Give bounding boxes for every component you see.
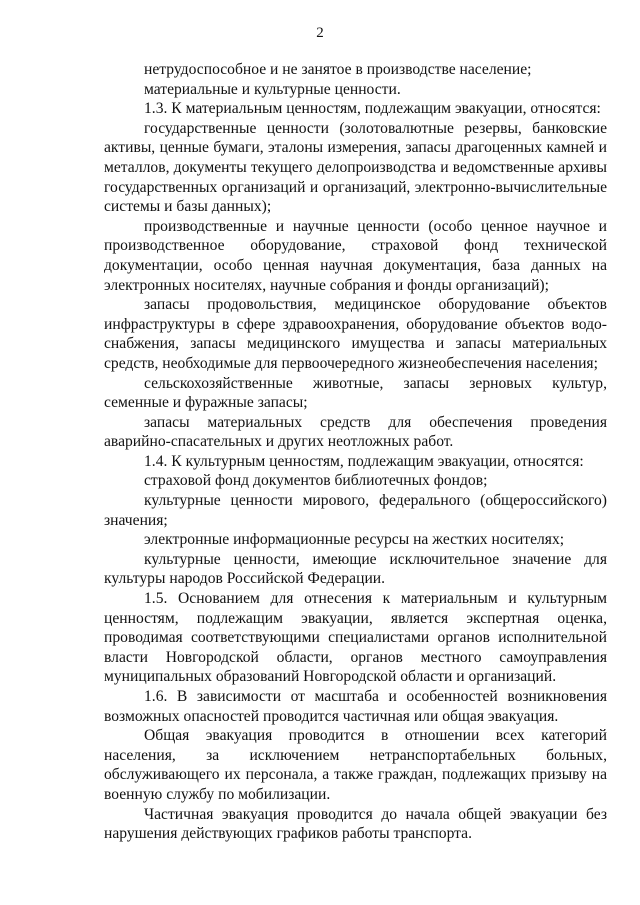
paragraph: 1.4. К культурным ценностям, подлежащим эвакуации, относятся: [144, 452, 584, 470]
paragraph: запасы продовольствия, медицинское оборудование объектов инфраструктуры в сфере здравоохранения, оборудование объектов водо-снабжения, запасы медицинского имущества и запасы материальных средств, необходимые для первоочередного жизнеобеспечения населения; [104, 296, 607, 372]
paragraph: 1.5. Основанием для отнесения к материальным и культурным ценностям, подлежащим эвакуации, является экспертная оценка, проводимая соответствующими специалистами органов исполнительной власти Новгородской области, органов местного самоуправления муниципальных образований Новгородской области и организаций. [104, 590, 607, 686]
paragraph: нетрудоспособное и не занятое в производстве население; [144, 61, 532, 78]
paragraph: запасы материальных средств для обеспечения проведения аварийно-спасательных и других неотложных работ. [104, 413, 607, 451]
paragraph: электронные информационные ресурсы на жестких носителях; [144, 531, 565, 549]
paragraph: материальные и культурные ценности. [144, 80, 401, 98]
paragraph: Общая эвакуация проводится в отношении всех категорий населения, за исключением нетранспортабельных больных, обслуживающего их персонала, а также граждан, подлежащих призыву на военную службу по мобилизации. [104, 727, 607, 803]
paragraph: производственные и научные ценности (особо ценное научное и производственное оборудование, страховой фонд технической документации, особо ценная научная документация, база данных на электронных носителях, научные собрания и фонды организаций); [104, 217, 607, 294]
paragraph: сельскохозяйственные животные, запасы зерновых культур, семенные и фуражные запасы; [104, 374, 607, 412]
paragraph: культурные ценности мирового, федерального (общероссийского) значения; [104, 492, 607, 529]
document-body [104, 60, 607, 844]
page-number: 2 [316, 25, 324, 41]
paragraph: 1.3. К материальным ценностям, подлежащим эвакуации, относятся: [144, 100, 601, 118]
paragraph: государственные ценности (золотовалютные резервы, банковские активы, ценные бумаги, эталоны измерения, запасы драгоценных камней и металлов, документы текущего делопроизводства и ведомственные архивы государственных организаций и организаций, электронно-вычислительные системы и базы данных); [104, 119, 607, 216]
paragraph: культурные ценности, имеющие исключительное значение для культуры народов Российской Федерации. [104, 550, 607, 588]
paragraph: 1.6. В зависимости от масштаба и особенностей возникновения возможных опасностей проводится частичная или общая эвакуация. [104, 688, 607, 725]
paragraph: Частичная эвакуация проводится до начала общей эвакуации без нарушения действующих графиков работы транспорта. [104, 805, 607, 843]
paragraph: страховой фонд документов библиотечных фондов; [144, 472, 488, 490]
